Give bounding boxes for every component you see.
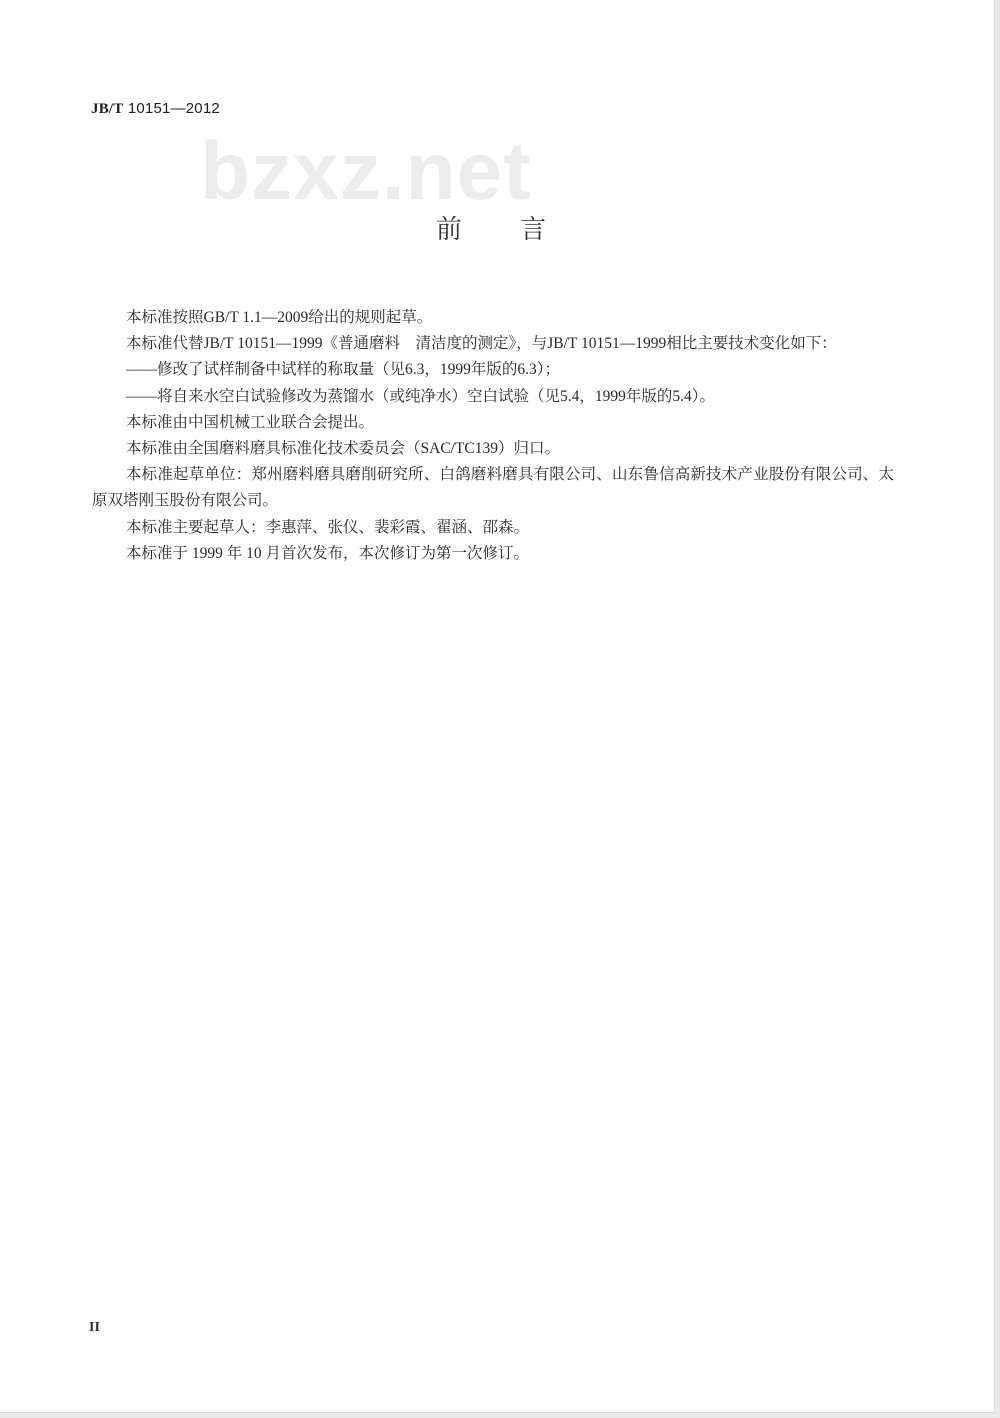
paragraph-history: 本标准于 1999 年 10 月首次发布，本次修订为第一次修订。 [126,544,530,562]
paragraph-drafters: 本标准主要起草人：李惠萍、张仪、裴彩霞、翟涵、邵森。 [126,518,530,536]
paragraph-managed-by: 本标准由全国磨料磨具标准化技术委员会（SAC/TC139）归口。 [126,440,561,458]
paragraph-change-2: ——将自来水空白试验修改为蒸馏水（或纯净水）空白试验（见5.4，1999年版的5.4）。 [126,387,716,405]
page-number: II [89,1320,100,1335]
paragraph-drafting-units: 本标准起草单位：郑州磨料磨具磨削研究所、白鸽磨料磨具有限公司、山东鲁信高新技术产业股份有限公司、太原双塔刚玉股份有限公司。 [92,466,894,510]
paragraph-replaces: 本标准代替JB/T 10151—1999《普通磨料 清洁度的测定》，与JB/T 10151—1999相比主要技术变化如下： [126,335,837,353]
page-title [436,214,546,246]
foreword-body [92,305,894,567]
watermark: bzxz.net [200,126,532,217]
standard-prefix: JB/T [91,101,124,117]
paragraph-change-1: ——修改了试样制备中试样的称取量（见6.3，1999年版的6.3）； [126,361,561,379]
standard-number [91,100,220,118]
paragraph-drafting-rules: 本标准按照GB/T 1.1—2009给出的规则起草。 [126,309,433,326]
paragraph-proposed-by: 本标准由中国机械工业联合会提出。 [126,413,375,431]
title-char-2: 言 [520,215,547,245]
standard-code: 10151—2012 [123,100,220,117]
title-char-1: 前 [436,215,463,245]
